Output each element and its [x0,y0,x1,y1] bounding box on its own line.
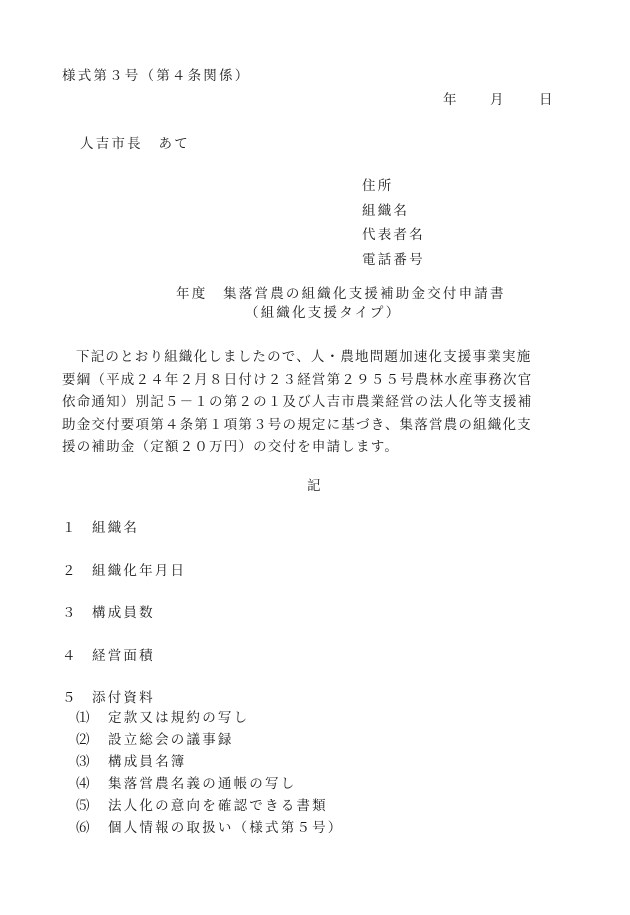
attachment-item [76,751,344,773]
attachment-item [76,795,344,817]
attachment-label: 設立総会の議事録 [108,732,234,748]
attachment-label: 個人情報の取扱い（様式第５号） [108,820,344,836]
date-year-label: 年 [443,92,459,108]
body-line: 下記のとおり組織化しましたので、人・農地問題加速化支援事業実施 [76,349,532,365]
attachment-item [76,773,344,795]
attachment-label: 構成員名簿 [108,754,187,770]
form-label: 様式第３号（第４条関係） [62,68,251,84]
addressee: 人吉市長 あて [80,136,190,152]
document-subtitle: （組織化支援タイプ） [245,305,402,321]
item-number: ４ [62,648,78,664]
applicant-address-label: 住所 [362,178,394,194]
attachment-list [76,707,344,839]
item-number: ５ [62,690,78,706]
attachment-number: ⑴ [76,710,90,726]
item-label: 経営面積 [92,648,155,664]
item-label: 組織化年月日 [92,563,187,579]
item-number: ３ [62,605,78,621]
body-line: 援の補助金（定額２０万円）の交付を申請します。 [62,439,400,456]
item-label: 組織名 [92,520,140,536]
document-title: 年度 集落営農の組織化支援補助金交付申請書 [176,286,506,302]
item-member-count [62,601,155,621]
item-number: １ [62,520,78,536]
attachment-label: 定款又は規約の写し [108,710,250,726]
applicant-phone-label: 電話番号 [362,251,425,268]
ki-heading: 記 [307,478,323,494]
date-line [443,88,555,108]
item-number: ２ [62,563,78,579]
applicant-representative-label: 代表者名 [362,227,425,243]
attachment-label: 集落営農名義の通帳の写し [108,776,297,792]
body-line: 助金交付要項第４条第１項第３号の規定に基づき、集落営農の組織化支 [62,416,532,433]
attachment-item [76,707,344,729]
date-day-label: 日 [539,92,555,108]
attachment-item [76,729,344,751]
item-label: 構成員数 [92,605,155,621]
attachment-number: ⑷ [76,776,90,792]
item-organization-date [62,559,186,579]
date-month-label: 月 [490,92,506,108]
attachment-number: ⑸ [76,798,90,814]
applicant-fields [362,174,425,272]
body-paragraph [62,346,577,459]
attachment-number: ⑹ [76,820,90,836]
body-line: 要綱（平成２４年２月８日付け２３経営第２９５５号農林水産事務次官 [62,371,533,388]
item-farm-area [62,644,155,664]
applicant-organization-label: 組織名 [362,202,410,219]
item-organization-name [62,516,139,536]
attachment-item [76,817,344,839]
item-attachments [62,686,155,706]
item-label: 添付資料 [92,690,155,706]
attachment-number: ⑶ [76,754,90,770]
body-line: 依命通知）別記５－１の第２の１及び人吉市農業経営の法人化等支援補 [62,394,533,411]
attachment-number: ⑵ [76,732,90,748]
attachment-label: 法人化の意向を確認できる書類 [108,798,328,814]
